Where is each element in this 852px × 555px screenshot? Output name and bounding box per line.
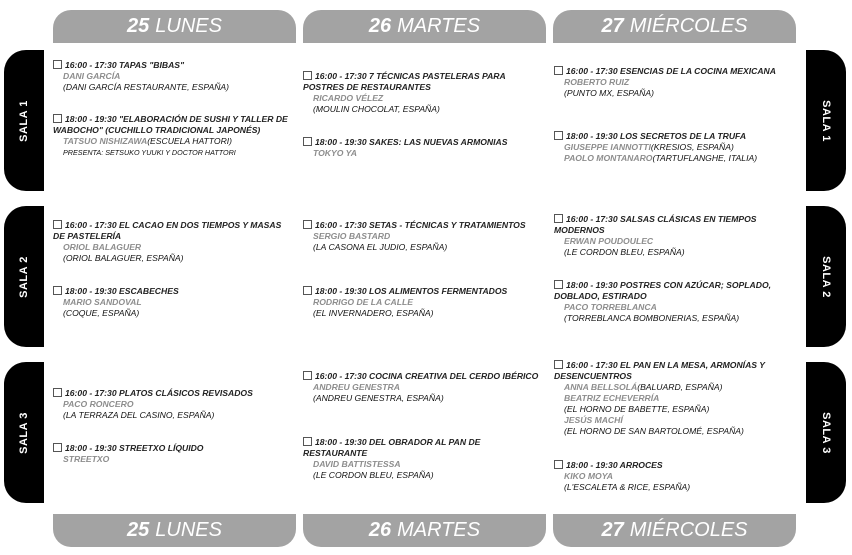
chef-name: PACO TORREBLANCA: [564, 302, 657, 312]
event-sala2-martes-1: [303, 220, 539, 253]
chef-name: ANNA BELLSOLÁ: [564, 382, 638, 392]
day-number: 27: [601, 15, 624, 37]
sala-label: SALA 2: [820, 255, 832, 298]
event-sala2-miercoles-2: [554, 280, 790, 324]
event-checkbox[interactable]: [53, 443, 62, 452]
event-title: 16:00 - 17:30 COCINA CREATIVA DEL CERDO IBÉRICO: [315, 371, 539, 381]
event-title: 16:00 - 17:30 TAPAS "BIBAS": [65, 60, 185, 70]
chef-name: ORIOL BALAGUER: [63, 242, 142, 252]
event-checkbox[interactable]: [554, 131, 563, 140]
chef-affiliation: (COQUE, ESPAÑA): [63, 308, 140, 318]
chef-name: JESÚS MACHÍ: [564, 415, 623, 425]
event-sala1-martes-2: [303, 137, 539, 159]
event-checkbox[interactable]: [53, 60, 62, 69]
chef-name: MARIO SANDOVAL: [63, 297, 142, 307]
event-title: 18:00 - 19:30 POSTRES CON AZÚCAR; SOPLADO, DOBLADO, ESTIRADO: [554, 280, 772, 301]
chef-name: PAOLO MONTANARO: [564, 153, 653, 163]
event-title: 16:00 - 17:30 SALSAS CLÁSICAS EN TIEMPOS MODERNOS: [554, 214, 757, 235]
sala-3-left-tab: [4, 362, 44, 503]
event-title: 16:00 - 17:30 EL PAN EN LA MESA, ARMONÍAS Y DESENCUENTROS: [554, 360, 765, 381]
chef-affiliation: (DANI GARCÍA RESTAURANTE, ESPAÑA): [63, 82, 230, 92]
event-checkbox[interactable]: [53, 388, 62, 397]
sala-2-right-tab: [806, 206, 846, 347]
chef-affiliation: (PUNTO MX, ESPAÑA): [564, 88, 654, 98]
chef-affiliation: (MOULIN CHOCOLAT, ESPAÑA): [313, 104, 440, 114]
day-name: LUNES: [155, 15, 222, 37]
sala-label: SALA 3: [18, 411, 30, 454]
event-checkbox[interactable]: [554, 280, 563, 289]
event-checkbox[interactable]: [303, 371, 312, 380]
chef-name: TOKYO YA: [313, 148, 357, 158]
event-title: 18:00 - 19:30 LOS ALIMENTOS FERMENTADOS: [315, 286, 508, 296]
event-title: 18:00 - 19:30 "ELABORACIÓN DE SUSHI Y TALLER DE WABOCHO" (CUCHILLO TRADICIONAL JAPONÉS): [53, 114, 288, 135]
event-title: 16:00 - 17:30 7 TÉCNICAS PASTELERAS PARA POSTRES DE RESTAURANTES: [303, 71, 506, 92]
sala-label: SALA 1: [18, 99, 30, 142]
event-title: 18:00 - 19:30 DEL OBRADOR AL PAN DE RESTAURANTE: [303, 437, 481, 458]
chef-name: RODRIGO DE LA CALLE: [313, 297, 413, 307]
day-name: MARTES: [397, 519, 481, 541]
day-footer-miercoles: [553, 514, 796, 547]
chef-affiliation: (LA TERRAZA DEL CASINO, ESPAÑA): [63, 410, 215, 420]
event-checkbox[interactable]: [53, 220, 62, 229]
chef-affiliation: (EL HORNO DE BABETTE, ESPAÑA): [564, 404, 710, 414]
event-checkbox[interactable]: [53, 286, 62, 295]
event-sala1-miercoles-2: [554, 131, 790, 164]
event-title: 18:00 - 19:30 SAKES: LAS NUEVAS ARMONIAS: [315, 137, 508, 147]
event-title: 16:00 - 17:30 SETAS - TÉCNICAS Y TRATAMIENTOS: [315, 220, 526, 230]
event-checkbox[interactable]: [303, 137, 312, 146]
event-checkbox[interactable]: [554, 66, 563, 75]
presenter-note: PRESENTA: SETSUKO YUUKI Y DOCTOR HATTORI: [63, 148, 236, 157]
sala-1-right-tab: [806, 50, 846, 191]
event-sala3-miercoles-2: [554, 460, 790, 493]
event-sala2-miercoles-1: [554, 214, 790, 258]
event-title: 18:00 - 19:30 ARROCES: [566, 460, 663, 470]
chef-affiliation: (KRESIOS, ESPAÑA): [650, 142, 734, 152]
chef-affiliation: (LA CASONA EL JUDIO, ESPAÑA): [313, 242, 448, 252]
chef-affiliation: (ANDREU GENESTRA, ESPAÑA): [313, 393, 444, 403]
day-header-miercoles: [553, 10, 796, 43]
chef-affiliation: (BALUARD, ESPAÑA): [637, 382, 723, 392]
chef-affiliation: (EL HORNO DE SAN BARTOLOMÉ, ESPAÑA): [564, 426, 744, 436]
chef-affiliation: (ORIOL BALAGUER, ESPAÑA): [63, 253, 184, 263]
event-title: 16:00 - 17:30 ESENCIAS DE LA COCINA MEXICANA: [566, 66, 776, 76]
chef-affiliation: (LE CORDON BLEU, ESPAÑA): [313, 470, 434, 480]
event-sala3-martes-2: [303, 437, 539, 481]
day-footer-martes: [303, 514, 546, 547]
event-checkbox[interactable]: [303, 220, 312, 229]
event-checkbox[interactable]: [554, 214, 563, 223]
event-sala2-lunes-1: [53, 220, 289, 264]
event-sala1-lunes-1: [53, 60, 289, 93]
chef-affiliation: (TARTUFLANGHE, ITALIA): [652, 153, 758, 163]
chef-affiliation: (TORREBLANCA BOMBONERIAS, ESPAÑA): [564, 313, 740, 323]
chef-name: SERGIO BASTARD: [313, 231, 391, 241]
day-name: LUNES: [155, 519, 222, 541]
day-header-martes: [303, 10, 546, 43]
event-sala1-martes-1: [303, 71, 539, 115]
day-number: 27: [601, 519, 624, 541]
event-title: 16:00 - 17:30 EL CACAO EN DOS TIEMPOS Y MASAS DE PASTELERÍA: [53, 220, 282, 241]
chef-name: TATSUO NISHIZAWA: [63, 136, 148, 146]
day-name: MARTES: [397, 15, 481, 37]
day-number: 25: [127, 519, 150, 541]
event-sala3-martes-1: [303, 371, 539, 404]
chef-affiliation: (EL INVERNADERO, ESPAÑA): [313, 308, 434, 318]
chef-name: ROBERTO RUIZ: [564, 77, 630, 87]
day-name: MIÉRCOLES: [629, 15, 748, 37]
event-checkbox[interactable]: [554, 460, 563, 469]
day-header-lunes: [53, 10, 296, 43]
event-sala2-lunes-2: [53, 286, 289, 319]
event-title: 18:00 - 19:30 STREETXO LÍQUIDO: [65, 443, 204, 453]
event-sala1-lunes-2: [53, 114, 289, 158]
day-number: 26: [368, 15, 392, 37]
chef-name: STREETXO: [63, 454, 110, 464]
event-title: 16:00 - 17:30 PLATOS CLÁSICOS REVISADOS: [65, 388, 253, 398]
event-sala1-miercoles-1: [554, 66, 790, 99]
sala-3-right-tab: [806, 362, 846, 503]
day-footer-lunes: [53, 514, 296, 547]
chef-name: BEATRIZ ECHEVERRÍA: [564, 393, 660, 403]
sala-label: SALA 1: [820, 99, 832, 142]
event-title: 18:00 - 19:30 ESCABECHES: [65, 286, 179, 296]
chef-name: RICARDO VÉLEZ: [313, 93, 384, 103]
day-number: 25: [127, 15, 150, 37]
sala-label: SALA 2: [18, 255, 30, 298]
event-checkbox[interactable]: [303, 437, 312, 446]
sala-label: SALA 3: [820, 411, 832, 454]
event-checkbox[interactable]: [303, 286, 312, 295]
chef-name: KIKO MOYA: [564, 471, 614, 481]
sala-1-left-tab: [4, 50, 44, 191]
event-checkbox[interactable]: [303, 71, 312, 80]
event-sala3-miercoles-1: [554, 360, 790, 437]
chef-affiliation: (L'ESCALETA & RICE, ESPAÑA): [564, 482, 691, 492]
chef-affiliation: (ESCUELA HATTORI): [147, 136, 233, 146]
event-title: 18:00 - 19:30 LOS SECRETOS DE LA TRUFA: [566, 131, 747, 141]
day-number: 26: [368, 519, 392, 541]
chef-name: ANDREU GENESTRA: [313, 382, 400, 392]
sala-2-left-tab: [4, 206, 44, 347]
event-checkbox[interactable]: [554, 360, 563, 369]
chef-name: ERWAN POUDOULEC: [564, 236, 654, 246]
chef-name: PACO RONCERO: [63, 399, 134, 409]
event-checkbox[interactable]: [53, 114, 62, 123]
chef-name: DAVID BATTISTESSA: [313, 459, 401, 469]
day-name: MIÉRCOLES: [629, 519, 748, 541]
event-sala3-lunes-2: [53, 443, 289, 465]
event-sala2-martes-2: [303, 286, 539, 319]
chef-name: DANI GARCÍA: [63, 71, 121, 81]
chef-name: GIUSEPPE IANNOTTI: [564, 142, 651, 152]
chef-affiliation: (LE CORDON BLEU, ESPAÑA): [564, 247, 685, 257]
event-sala3-lunes-1: [53, 388, 289, 421]
